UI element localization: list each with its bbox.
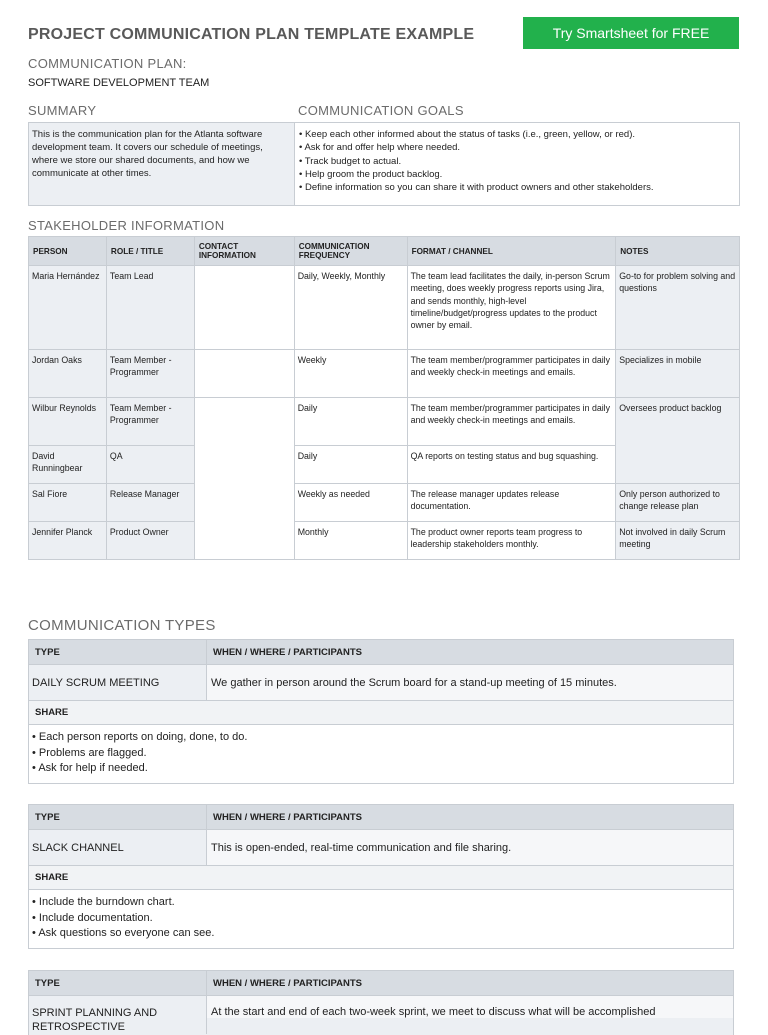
when-header: WHEN / WHERE / PARTICIPANTS [213,977,363,989]
header-notes: NOTES [616,237,740,266]
share-list [29,724,733,783]
comm-type-header-row [29,971,733,995]
person-cell: David Runningbear [29,446,107,484]
notes-cell: Oversees product backlog [616,398,740,484]
format-cell: QA reports on testing status and bug squashing. [407,446,616,484]
page-title: PROJECT COMMUNICATION PLAN TEMPLATE EXAMPLE [28,26,475,43]
header-person: PERSON [29,237,107,266]
when-header: WHEN / WHERE / PARTICIPANTS [213,811,363,823]
comm-type-value-row [29,664,733,700]
communication-types-label: COMMUNICATION TYPES [28,617,216,634]
goal-item: • Help groom the product backlog. [299,168,735,181]
frequency-cell: Weekly as needed [294,484,407,522]
notes-cell: Not involved in daily Scrum meeting [616,522,740,560]
notes-cell: Specializes in mobile [616,350,740,398]
goal-item: • Keep each other informed about the status of tasks (i.e., green, yellow, or red). [299,128,735,141]
goal-item: • Define information so you can share it with product owners and other stakeholders. [299,181,735,194]
stakeholder-header-row [29,237,740,266]
table-row [29,522,740,560]
comm-type-block [28,639,734,784]
format-cell: The team member/programmer participates in daily and weekly check-in meetings and emails. [407,350,616,398]
role-cell: QA [106,446,194,484]
share-list [29,889,733,948]
type-value: DAILY SCRUM MEETING [29,665,207,700]
contact-cell [194,350,294,398]
type-header: TYPE [29,971,207,995]
person-cell: Sal Fiore [29,484,107,522]
notes-cell: Only person authorized to change release plan [616,484,740,522]
header-contact: CONTACT INFORMATION [194,237,294,266]
summary-label: SUMMARY [28,103,97,118]
header-role: ROLE / TITLE [106,237,194,266]
communication-plan-value: SOFTWARE DEVELOPMENT TEAM [28,77,210,89]
comm-type-block [28,970,734,1035]
comm-type-header-row [29,805,733,829]
frequency-cell: Monthly [294,522,407,560]
type-header: TYPE [29,805,207,829]
person-cell: Jordan Oaks [29,350,107,398]
communication-plan-label: COMMUNICATION PLAN: [28,56,187,71]
share-header: SHARE [29,865,733,889]
table-row [29,398,740,446]
share-item: • Include documentation. [32,911,730,927]
share-header: SHARE [29,700,733,724]
comm-type-header-row [29,640,733,664]
table-row [29,484,740,522]
comm-type-value-row [29,829,733,865]
format-cell: The release manager updates release documentation. [407,484,616,522]
role-cell: Product Owner [106,522,194,560]
role-cell: Team Member - Programmer [106,350,194,398]
role-cell: Team Lead [106,266,194,350]
share-item: • Ask for help if needed. [32,761,730,777]
person-cell: Maria Hernández [29,266,107,350]
share-item: • Include the burndown chart. [32,895,730,911]
table-row [29,266,740,350]
notes-cell: Go-to for problem solving and questions [616,266,740,350]
stakeholder-label: STAKEHOLDER INFORMATION [28,218,225,233]
frequency-cell: Weekly [294,350,407,398]
when-value: We gather in person around the Scrum board for a stand-up meeting of 15 minutes. [207,665,733,700]
summary-text: This is the communication plan for the Atlanta software development team. It covers our schedule of meetings, where we store our shared documents, and how we communicate at other times. [29,123,295,205]
contact-cell [194,398,294,560]
share-item: • Problems are flagged. [32,746,730,762]
format-cell: The team member/programmer participates in daily and weekly check-in meetings and emails. [407,398,616,446]
frequency-cell: Daily [294,446,407,484]
type-value: SLACK CHANNEL [29,830,207,865]
format-cell: The team lead facilitates the daily, in-person Scrum meeting, does weekly progress reports using Jira, and sends monthly, high-level timeline/budget/progress updates to the product owner by email. [407,266,616,350]
share-item: • Each person reports on doing, done, to do. [32,730,730,746]
when-header: WHEN / WHERE / PARTICIPANTS [213,646,363,658]
format-cell: The product owner reports team progress to leadership stakeholders monthly. [407,522,616,560]
header-format: FORMAT / CHANNEL [407,237,616,266]
summary-goals-box [28,122,740,206]
goal-item: • Ask for and offer help where needed. [299,141,735,154]
comm-type-block [28,804,734,949]
stakeholder-table [28,236,740,560]
try-smartsheet-button[interactable]: Try Smartsheet for FREE [523,17,739,49]
goals-list [295,123,739,205]
type-value: SPRINT PLANNING AND RETROSPECTIVE [29,996,207,1034]
share-item: • Ask questions so everyone can see. [32,926,730,942]
table-row [29,350,740,398]
when-value: This is open-ended, real-time communication and file sharing. [207,830,733,865]
frequency-cell: Daily [294,398,407,446]
when-value: At the start and end of each two-week sprint, we meet to discuss what will be accomplished [207,996,733,1018]
type-header: TYPE [29,640,207,664]
person-cell: Wilbur Reynolds [29,398,107,446]
header-frequency: COMMUNICATION FREQUENCY [294,237,407,266]
frequency-cell: Daily, Weekly, Monthly [294,266,407,350]
comm-type-value-row [29,995,733,1035]
person-cell: Jennifer Planck [29,522,107,560]
role-cell: Release Manager [106,484,194,522]
goals-label: COMMUNICATION GOALS [298,103,464,118]
goal-item: • Track budget to actual. [299,155,735,168]
contact-cell [194,266,294,350]
role-cell: Team Member - Programmer [106,398,194,446]
